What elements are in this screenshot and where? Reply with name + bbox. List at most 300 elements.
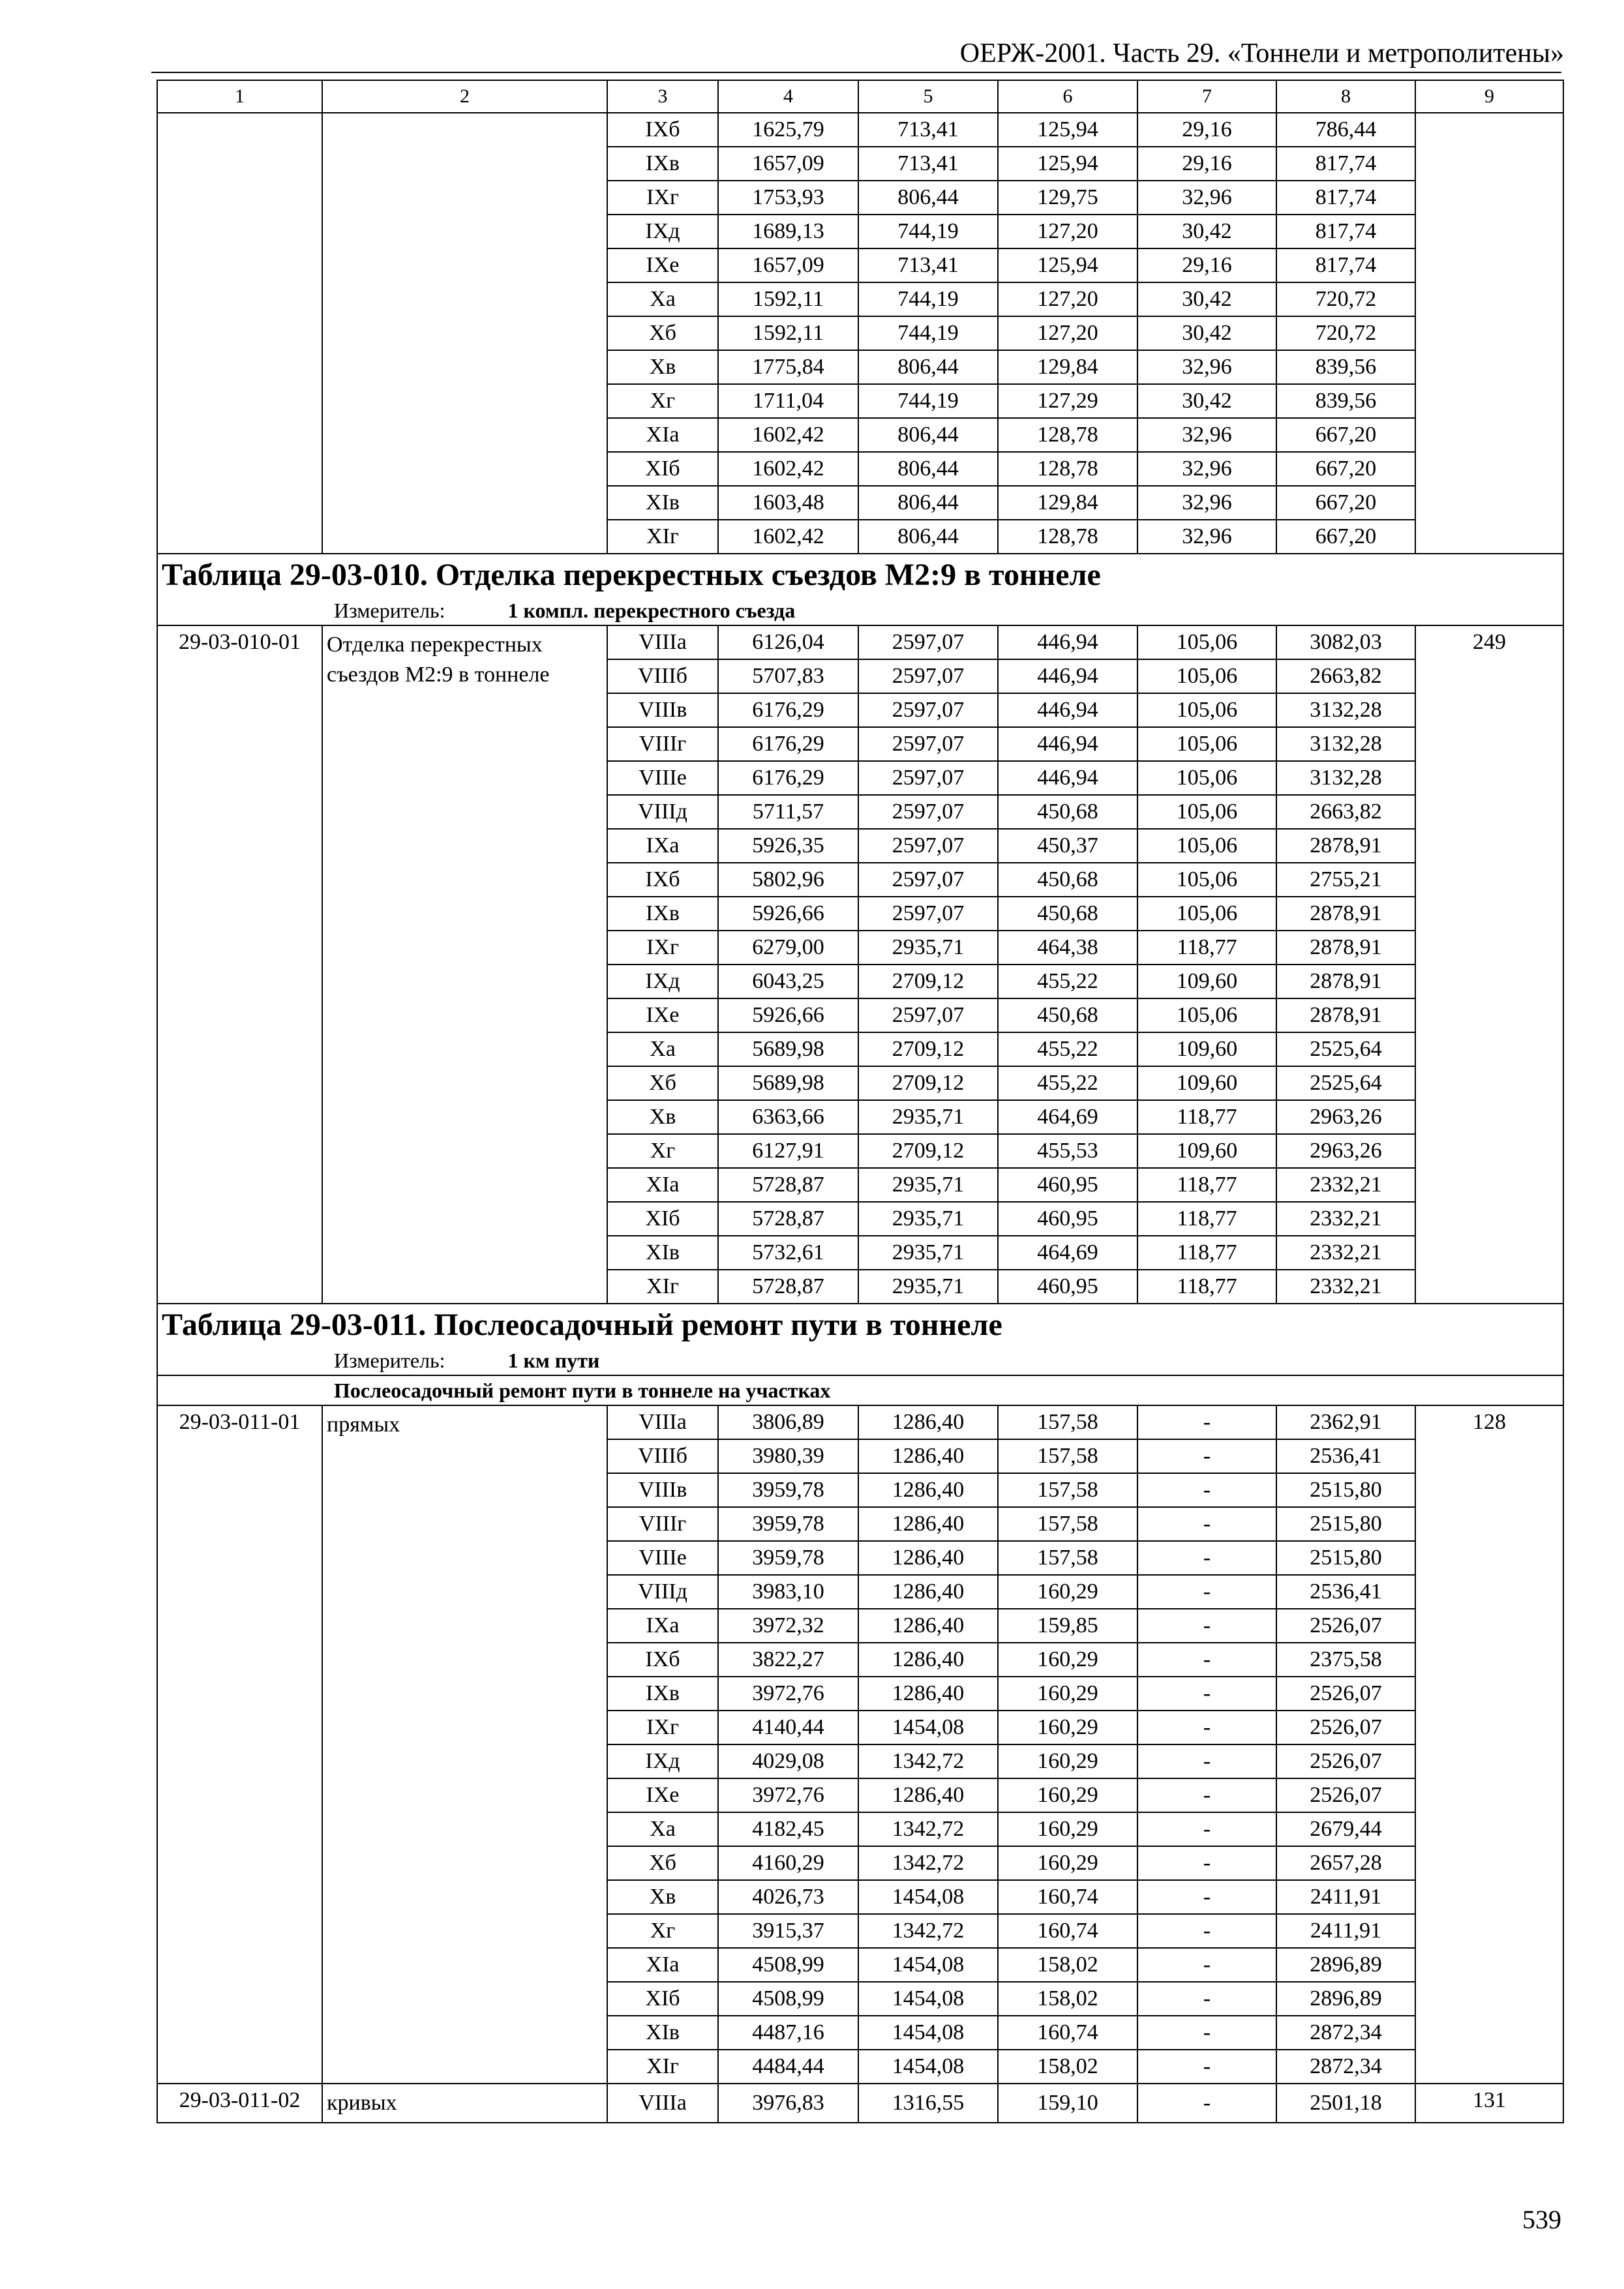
column-number: 7 bbox=[1137, 80, 1276, 113]
value-cell: 817,74 bbox=[1276, 181, 1415, 215]
value-cell: 2963,26 bbox=[1276, 1134, 1415, 1168]
value-cell: 2597,07 bbox=[858, 795, 998, 829]
value-cell: 3972,76 bbox=[718, 1677, 858, 1711]
subtitle-row bbox=[157, 1375, 1563, 1405]
value-cell: - bbox=[1137, 1541, 1276, 1575]
value-cell: 1625,79 bbox=[718, 113, 858, 147]
value-cell: 1711,04 bbox=[718, 384, 858, 418]
value-cell: 3983,10 bbox=[718, 1575, 858, 1609]
value-cell: 2526,07 bbox=[1276, 1778, 1415, 1812]
value-cell: 455,22 bbox=[998, 1066, 1137, 1100]
value-cell: - bbox=[1137, 2084, 1276, 2123]
value-cell: 2896,89 bbox=[1276, 1948, 1415, 1982]
value-cell: 2515,80 bbox=[1276, 1473, 1415, 1507]
value-cell: 128,78 bbox=[998, 520, 1137, 554]
measure-value: 1 компл. перекрестного съезда bbox=[507, 599, 796, 622]
value-cell: VIIIа bbox=[607, 625, 718, 659]
value-cell: 806,44 bbox=[858, 181, 998, 215]
measure-label: Измеритель: bbox=[334, 1349, 445, 1372]
value-cell: 1286,40 bbox=[858, 1677, 998, 1711]
value-cell: 2597,07 bbox=[858, 761, 998, 795]
value-cell: 6279,00 bbox=[718, 931, 858, 965]
value-cell: 1286,40 bbox=[858, 1541, 998, 1575]
value-cell: IXг bbox=[607, 1711, 718, 1744]
value-cell: XIа bbox=[607, 1948, 718, 1982]
value-cell: 159,85 bbox=[998, 1609, 1137, 1643]
value-cell: 118,77 bbox=[1137, 1270, 1276, 1304]
value-cell: 2935,71 bbox=[858, 1168, 998, 1202]
value-cell: 118,77 bbox=[1137, 931, 1276, 965]
value-cell: 5728,87 bbox=[718, 1270, 858, 1304]
value-cell: 127,20 bbox=[998, 316, 1137, 350]
value-cell: 125,94 bbox=[998, 248, 1137, 282]
value-cell: 839,56 bbox=[1276, 350, 1415, 384]
value-cell: 1603,48 bbox=[718, 486, 858, 520]
value-cell: 127,20 bbox=[998, 282, 1137, 316]
page-number: 539 bbox=[1522, 2205, 1561, 2234]
value-cell: - bbox=[1137, 1880, 1276, 1914]
value-cell: IXв bbox=[607, 897, 718, 931]
value-cell: 105,06 bbox=[1137, 998, 1276, 1032]
value-cell: 4508,99 bbox=[718, 1982, 858, 2016]
value-cell: IXа bbox=[607, 829, 718, 863]
value-cell: 105,06 bbox=[1137, 897, 1276, 931]
value-cell: 3132,28 bbox=[1276, 727, 1415, 761]
value-cell: 32,96 bbox=[1137, 486, 1276, 520]
value-cell: 446,94 bbox=[998, 625, 1137, 659]
value-cell: 127,29 bbox=[998, 384, 1137, 418]
value-cell: Xв bbox=[607, 1100, 718, 1134]
value-cell: 158,02 bbox=[998, 2050, 1137, 2084]
empty-cell bbox=[322, 113, 607, 554]
value-cell: VIIIг bbox=[607, 1507, 718, 1541]
value-cell: 160,29 bbox=[998, 1812, 1137, 1846]
value-cell: 2411,91 bbox=[1276, 1914, 1415, 1948]
value-cell: XIа bbox=[607, 418, 718, 452]
value-cell: IXб bbox=[607, 863, 718, 897]
value-cell: 806,44 bbox=[858, 520, 998, 554]
value-cell: IXе bbox=[607, 248, 718, 282]
value-cell: 2755,21 bbox=[1276, 863, 1415, 897]
value-cell: 30,42 bbox=[1137, 384, 1276, 418]
value-cell: 2597,07 bbox=[858, 897, 998, 931]
value-cell: 2526,07 bbox=[1276, 1609, 1415, 1643]
value-cell: 3959,78 bbox=[718, 1507, 858, 1541]
value-cell: 1602,42 bbox=[718, 452, 858, 486]
value-cell: 29,16 bbox=[1137, 248, 1276, 282]
column-number: 6 bbox=[998, 80, 1137, 113]
value-cell: 2375,58 bbox=[1276, 1643, 1415, 1677]
value-cell: 667,20 bbox=[1276, 520, 1415, 554]
value-cell: 128,78 bbox=[998, 418, 1137, 452]
value-cell: 455,22 bbox=[998, 1032, 1137, 1066]
column-number: 5 bbox=[858, 80, 998, 113]
value-cell: 2896,89 bbox=[1276, 1982, 1415, 2016]
value-cell: IXб bbox=[607, 1643, 718, 1677]
empty-cell bbox=[1415, 113, 1563, 554]
value-cell: 1454,08 bbox=[858, 2050, 998, 2084]
value-cell: 817,74 bbox=[1276, 248, 1415, 282]
value-cell: VIIIб bbox=[607, 1439, 718, 1473]
value-cell: 817,74 bbox=[1276, 147, 1415, 181]
value-cell: 2332,21 bbox=[1276, 1270, 1415, 1304]
value-cell: Xг bbox=[607, 384, 718, 418]
table-body bbox=[157, 80, 1563, 2123]
value-cell: 129,84 bbox=[998, 486, 1137, 520]
value-cell: 2935,71 bbox=[858, 1270, 998, 1304]
value-cell: Xв bbox=[607, 350, 718, 384]
value-cell: 118,77 bbox=[1137, 1236, 1276, 1270]
value-cell: Xа bbox=[607, 1032, 718, 1066]
value-cell: - bbox=[1137, 1948, 1276, 1982]
table-row bbox=[157, 1405, 1563, 1439]
value-cell: 125,94 bbox=[998, 113, 1137, 147]
value-cell: 786,44 bbox=[1276, 113, 1415, 147]
value-cell: 450,68 bbox=[998, 863, 1137, 897]
table-title-row bbox=[157, 1304, 1563, 1346]
column-number-row bbox=[157, 80, 1563, 113]
value-cell: 2709,12 bbox=[858, 1032, 998, 1066]
value-cell: 129,75 bbox=[998, 181, 1137, 215]
value-cell: 2878,91 bbox=[1276, 931, 1415, 965]
value-cell: 455,22 bbox=[998, 965, 1137, 998]
item-code: 29-03-011-02 bbox=[157, 2084, 322, 2123]
value-cell: 3972,76 bbox=[718, 1778, 858, 1812]
value-cell: 1753,93 bbox=[718, 181, 858, 215]
value-cell: 2515,80 bbox=[1276, 1541, 1415, 1575]
value-cell: 5689,98 bbox=[718, 1066, 858, 1100]
value-cell: 2332,21 bbox=[1276, 1202, 1415, 1236]
value-cell: 4182,45 bbox=[718, 1812, 858, 1846]
value-cell: 806,44 bbox=[858, 350, 998, 384]
value-cell: 839,56 bbox=[1276, 384, 1415, 418]
header-rule bbox=[151, 72, 1561, 73]
col9-value: 128 bbox=[1415, 1405, 1563, 2084]
value-cell: XIв bbox=[607, 1236, 718, 1270]
value-cell: 5926,66 bbox=[718, 897, 858, 931]
value-cell: Xг bbox=[607, 1914, 718, 1948]
value-cell: - bbox=[1137, 1473, 1276, 1507]
value-cell: 1286,40 bbox=[858, 1439, 998, 1473]
value-cell: IXб bbox=[607, 113, 718, 147]
value-cell: 160,29 bbox=[998, 1677, 1137, 1711]
value-cell: 4140,44 bbox=[718, 1711, 858, 1744]
value-cell: 720,72 bbox=[1276, 282, 1415, 316]
value-cell: 667,20 bbox=[1276, 418, 1415, 452]
value-cell: 160,74 bbox=[998, 1880, 1137, 1914]
value-cell: 105,06 bbox=[1137, 761, 1276, 795]
value-cell: 2709,12 bbox=[858, 965, 998, 998]
value-cell: 3980,39 bbox=[718, 1439, 858, 1473]
value-cell: 157,58 bbox=[998, 1473, 1137, 1507]
value-cell: 5711,57 bbox=[718, 795, 858, 829]
value-cell: 3959,78 bbox=[718, 1541, 858, 1575]
value-cell: 2515,80 bbox=[1276, 1507, 1415, 1541]
value-cell: 5728,87 bbox=[718, 1168, 858, 1202]
value-cell: IXг bbox=[607, 931, 718, 965]
value-cell: 6176,29 bbox=[718, 693, 858, 727]
value-cell: 713,41 bbox=[858, 113, 998, 147]
value-cell: 1286,40 bbox=[858, 1507, 998, 1541]
value-cell: 105,06 bbox=[1137, 659, 1276, 693]
column-number: 4 bbox=[718, 80, 858, 113]
value-cell: 2536,41 bbox=[1276, 1575, 1415, 1609]
value-cell: - bbox=[1137, 1575, 1276, 1609]
value-cell: 4160,29 bbox=[718, 1846, 858, 1880]
value-cell: 2526,07 bbox=[1276, 1711, 1415, 1744]
value-cell: 5689,98 bbox=[718, 1032, 858, 1066]
value-cell: - bbox=[1137, 1744, 1276, 1778]
value-cell: 1592,11 bbox=[718, 282, 858, 316]
value-cell: 160,74 bbox=[998, 2016, 1137, 2050]
value-cell: 1454,08 bbox=[858, 1948, 998, 1982]
value-cell: 6363,66 bbox=[718, 1100, 858, 1134]
value-cell: VIIIд bbox=[607, 795, 718, 829]
value-cell: 744,19 bbox=[858, 215, 998, 248]
value-cell: 160,29 bbox=[998, 1778, 1137, 1812]
table-title: Таблица 29-03-011. Послеосадочный ремонт пути в тоннеле bbox=[157, 1304, 1563, 1346]
value-cell: 2536,41 bbox=[1276, 1439, 1415, 1473]
table-title: Таблица 29-03-010. Отделка перекрестных съездов М2:9 в тоннеле bbox=[157, 554, 1563, 596]
value-cell: 455,53 bbox=[998, 1134, 1137, 1168]
value-cell: - bbox=[1137, 1507, 1276, 1541]
value-cell: 32,96 bbox=[1137, 350, 1276, 384]
value-cell: 450,37 bbox=[998, 829, 1137, 863]
value-cell: 105,06 bbox=[1137, 863, 1276, 897]
value-cell: 160,29 bbox=[998, 1643, 1137, 1677]
value-cell: 2526,07 bbox=[1276, 1744, 1415, 1778]
value-cell: 1689,13 bbox=[718, 215, 858, 248]
value-cell: 159,10 bbox=[998, 2084, 1137, 2123]
value-cell: 157,58 bbox=[998, 1405, 1137, 1439]
column-number: 2 bbox=[322, 80, 607, 113]
value-cell: 720,72 bbox=[1276, 316, 1415, 350]
value-cell: 29,16 bbox=[1137, 113, 1276, 147]
value-cell: 2597,07 bbox=[858, 659, 998, 693]
value-cell: 157,58 bbox=[998, 1541, 1137, 1575]
value-cell: 109,60 bbox=[1137, 1134, 1276, 1168]
value-cell: 2935,71 bbox=[858, 1100, 998, 1134]
value-cell: 450,68 bbox=[998, 998, 1137, 1032]
value-cell: 105,06 bbox=[1137, 693, 1276, 727]
value-cell: 2525,64 bbox=[1276, 1066, 1415, 1100]
value-cell: 464,69 bbox=[998, 1236, 1137, 1270]
value-cell: 667,20 bbox=[1276, 452, 1415, 486]
value-cell: VIIIа bbox=[607, 1405, 718, 1439]
value-cell: VIIIг bbox=[607, 727, 718, 761]
value-cell: 6176,29 bbox=[718, 727, 858, 761]
value-cell: 3822,27 bbox=[718, 1643, 858, 1677]
value-cell: 4508,99 bbox=[718, 1948, 858, 1982]
value-cell: 2597,07 bbox=[858, 727, 998, 761]
value-cell: 2411,91 bbox=[1276, 1880, 1415, 1914]
value-cell: XIг bbox=[607, 520, 718, 554]
value-cell: 3082,03 bbox=[1276, 625, 1415, 659]
value-cell: 32,96 bbox=[1137, 418, 1276, 452]
value-cell: 128,78 bbox=[998, 452, 1137, 486]
value-cell: - bbox=[1137, 1778, 1276, 1812]
value-cell: 160,74 bbox=[998, 1914, 1137, 1948]
value-cell: 2709,12 bbox=[858, 1134, 998, 1168]
col9-value: 131 bbox=[1415, 2084, 1563, 2123]
value-cell: - bbox=[1137, 1643, 1276, 1677]
value-cell: 3132,28 bbox=[1276, 761, 1415, 795]
measure-cell bbox=[157, 1346, 1563, 1375]
value-cell: 5728,87 bbox=[718, 1202, 858, 1236]
value-cell: 3972,32 bbox=[718, 1609, 858, 1643]
value-cell: 160,29 bbox=[998, 1711, 1137, 1744]
value-cell: 4026,73 bbox=[718, 1880, 858, 1914]
value-cell: IXв bbox=[607, 1677, 718, 1711]
value-cell: - bbox=[1137, 1711, 1276, 1744]
value-cell: Xг bbox=[607, 1134, 718, 1168]
value-cell: 450,68 bbox=[998, 795, 1137, 829]
value-cell: Xб bbox=[607, 1066, 718, 1100]
value-cell: 129,84 bbox=[998, 350, 1137, 384]
value-cell: 2935,71 bbox=[858, 1202, 998, 1236]
column-number: 8 bbox=[1276, 80, 1415, 113]
value-cell: 127,20 bbox=[998, 215, 1137, 248]
value-cell: IXа bbox=[607, 1609, 718, 1643]
value-cell: 32,96 bbox=[1137, 181, 1276, 215]
column-number: 9 bbox=[1415, 80, 1563, 113]
value-cell: 160,29 bbox=[998, 1846, 1137, 1880]
value-cell: 118,77 bbox=[1137, 1100, 1276, 1134]
value-cell: 1342,72 bbox=[858, 1744, 998, 1778]
value-cell: 3959,78 bbox=[718, 1473, 858, 1507]
value-cell: 1342,72 bbox=[858, 1812, 998, 1846]
value-cell: 744,19 bbox=[858, 316, 998, 350]
value-cell: 5802,96 bbox=[718, 863, 858, 897]
value-cell: 118,77 bbox=[1137, 1168, 1276, 1202]
measure-row bbox=[157, 1346, 1563, 1375]
value-cell: 1775,84 bbox=[718, 350, 858, 384]
value-cell: Xа bbox=[607, 282, 718, 316]
value-cell: 125,94 bbox=[998, 147, 1137, 181]
value-cell: 1657,09 bbox=[718, 147, 858, 181]
column-number: 3 bbox=[607, 80, 718, 113]
value-cell: - bbox=[1137, 1439, 1276, 1473]
value-cell: IXе bbox=[607, 1778, 718, 1812]
value-cell: 2501,18 bbox=[1276, 2084, 1415, 2123]
value-cell: 30,42 bbox=[1137, 215, 1276, 248]
value-cell: 118,77 bbox=[1137, 1202, 1276, 1236]
value-cell: 30,42 bbox=[1137, 282, 1276, 316]
value-cell: 2597,07 bbox=[858, 693, 998, 727]
value-cell: VIIIа bbox=[607, 2084, 718, 2123]
value-cell: 744,19 bbox=[858, 282, 998, 316]
value-cell: 29,16 bbox=[1137, 147, 1276, 181]
value-cell: 1342,72 bbox=[858, 1846, 998, 1880]
value-cell: - bbox=[1137, 1982, 1276, 2016]
value-cell: 105,06 bbox=[1137, 727, 1276, 761]
value-cell: 158,02 bbox=[998, 1982, 1137, 2016]
value-cell: 1342,72 bbox=[858, 1914, 998, 1948]
value-cell: 5707,83 bbox=[718, 659, 858, 693]
value-cell: 2679,44 bbox=[1276, 1812, 1415, 1846]
value-cell: 1657,09 bbox=[718, 248, 858, 282]
value-cell: 109,60 bbox=[1137, 1032, 1276, 1066]
value-cell: XIг bbox=[607, 2050, 718, 2084]
value-cell: 105,06 bbox=[1137, 829, 1276, 863]
value-cell: 2597,07 bbox=[858, 625, 998, 659]
value-cell: 2663,82 bbox=[1276, 795, 1415, 829]
value-cell: 157,58 bbox=[998, 1507, 1137, 1541]
value-cell: Xб bbox=[607, 1846, 718, 1880]
value-cell: 32,96 bbox=[1137, 520, 1276, 554]
value-cell: 446,94 bbox=[998, 727, 1137, 761]
value-cell: - bbox=[1137, 1812, 1276, 1846]
value-cell: 446,94 bbox=[998, 693, 1137, 727]
value-cell: 3806,89 bbox=[718, 1405, 858, 1439]
item-name: Отделка перекрестных съездов М2:9 в тоннеле bbox=[322, 625, 607, 1304]
value-cell: 2332,21 bbox=[1276, 1168, 1415, 1202]
price-table bbox=[157, 80, 1564, 2123]
item-name: кривых bbox=[322, 2084, 607, 2123]
value-cell: 3976,83 bbox=[718, 2084, 858, 2123]
table-row bbox=[157, 625, 1563, 659]
value-cell: 667,20 bbox=[1276, 486, 1415, 520]
value-cell: 160,29 bbox=[998, 1575, 1137, 1609]
value-cell: VIIIв bbox=[607, 693, 718, 727]
value-cell: 464,38 bbox=[998, 931, 1137, 965]
value-cell: 1602,42 bbox=[718, 520, 858, 554]
value-cell: 1316,55 bbox=[858, 2084, 998, 2123]
value-cell: 4487,16 bbox=[718, 2016, 858, 2050]
value-cell: 1454,08 bbox=[858, 1880, 998, 1914]
value-cell: 1286,40 bbox=[858, 1473, 998, 1507]
value-cell: 744,19 bbox=[858, 384, 998, 418]
value-cell: 5926,66 bbox=[718, 998, 858, 1032]
value-cell: 817,74 bbox=[1276, 215, 1415, 248]
value-cell: IXе bbox=[607, 998, 718, 1032]
value-cell: VIIIе bbox=[607, 1541, 718, 1575]
value-cell: 806,44 bbox=[858, 418, 998, 452]
value-cell: 4029,08 bbox=[718, 1744, 858, 1778]
value-cell: 160,29 bbox=[998, 1744, 1137, 1778]
measure-row bbox=[157, 596, 1563, 625]
value-cell: - bbox=[1137, 1846, 1276, 1880]
empty-cell bbox=[157, 113, 322, 554]
value-cell: XIб bbox=[607, 452, 718, 486]
value-cell: 2935,71 bbox=[858, 931, 998, 965]
col9-value: 249 bbox=[1415, 625, 1563, 1304]
value-cell: 157,58 bbox=[998, 1439, 1137, 1473]
value-cell: 1592,11 bbox=[718, 316, 858, 350]
value-cell: - bbox=[1137, 2016, 1276, 2050]
value-cell: 6127,91 bbox=[718, 1134, 858, 1168]
value-cell: 460,95 bbox=[998, 1202, 1137, 1236]
value-cell: 713,41 bbox=[858, 147, 998, 181]
value-cell: 464,69 bbox=[998, 1100, 1137, 1134]
value-cell: IXв bbox=[607, 147, 718, 181]
item-code: 29-03-011-01 bbox=[157, 1405, 322, 2084]
measure-label: Измеритель: bbox=[334, 599, 445, 622]
table-title-row bbox=[157, 554, 1563, 596]
value-cell: 2332,21 bbox=[1276, 1236, 1415, 1270]
value-cell: 105,06 bbox=[1137, 625, 1276, 659]
item-name: прямых bbox=[322, 1405, 607, 2084]
value-cell: 1454,08 bbox=[858, 1711, 998, 1744]
value-cell: Xб bbox=[607, 316, 718, 350]
value-cell: 4484,44 bbox=[718, 2050, 858, 2084]
value-cell: 2526,07 bbox=[1276, 1677, 1415, 1711]
value-cell: 2597,07 bbox=[858, 863, 998, 897]
value-cell: 806,44 bbox=[858, 486, 998, 520]
table-row bbox=[157, 113, 1563, 147]
value-cell: 32,96 bbox=[1137, 452, 1276, 486]
value-cell: 446,94 bbox=[998, 659, 1137, 693]
